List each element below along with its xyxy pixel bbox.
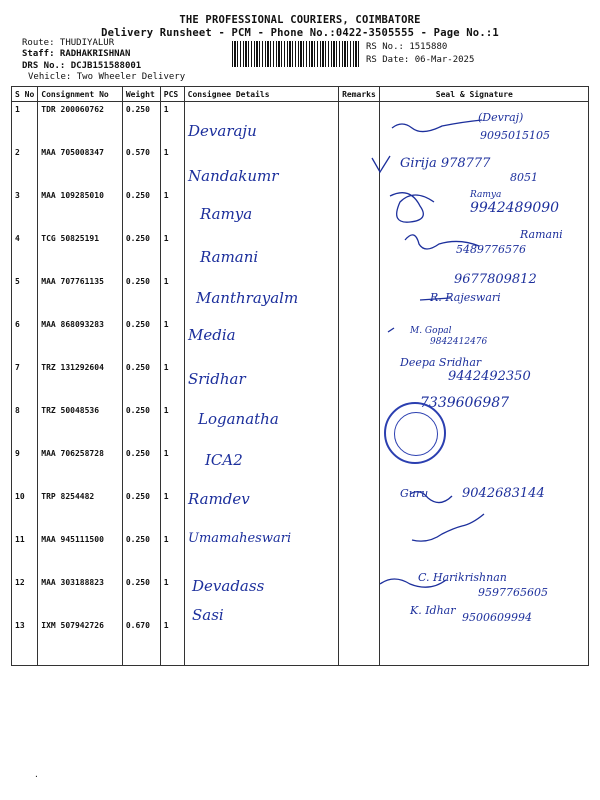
row-weight: 0.570 (122, 145, 160, 188)
runsheet-subtitle: Delivery Runsheet - PCM - Phone No.:0422-3505555 - Page No.:1 (101, 27, 499, 39)
row-consignment: MAA 705008347 (38, 145, 123, 188)
staff-label: Staff: RADHAKRISHNAN (22, 49, 131, 59)
signature: Guru (400, 487, 429, 500)
signature-phone: 9042683144 (462, 486, 545, 501)
row-consignment: TDR 200060762 (38, 102, 123, 146)
row-weight: 0.670 (122, 618, 160, 666)
courier-seal-stamp-icon (384, 402, 446, 464)
handwritten-consignee: Devaraju (188, 122, 257, 140)
company-title: THE PROFESSIONAL COURIERS, COIMBATORE (179, 14, 421, 26)
row-pcs: 1 (160, 274, 184, 317)
col-pcs: PCS (160, 87, 184, 102)
signature-stroke (390, 193, 434, 223)
row-sno: 3 (12, 188, 38, 231)
col-sno: S No (12, 87, 38, 102)
row-consignment: TRZ 50048536 (38, 403, 123, 446)
handwritten-consignee: Umamaheswari (188, 531, 292, 546)
row-sno: 5 (12, 274, 38, 317)
row-consignment: MAA 706258728 (38, 446, 123, 489)
row-weight: 0.250 (122, 532, 160, 575)
signature: C. Harikrishnan (418, 571, 507, 584)
col-weight: Weight (122, 87, 160, 102)
handwritten-consignee: Nandakumr (188, 167, 279, 185)
rs-number: RS No.: 1515880 (366, 42, 448, 52)
signature: Ramani (520, 228, 563, 241)
signature-phone: 5489776576 (456, 243, 526, 256)
row-consignment: TRP 8254482 (38, 489, 123, 532)
signature-phone: 9442492350 (448, 369, 531, 384)
signature: M. Gopal (410, 326, 452, 336)
row-consignment: MAA 109285010 (38, 188, 123, 231)
row-sno: 10 (12, 489, 38, 532)
row-sno: 6 (12, 317, 38, 360)
handwritten-consignee: Ramya (200, 205, 253, 223)
row-sno: 2 (12, 145, 38, 188)
handwritten-consignee: ICA2 (205, 451, 243, 469)
row-pcs: 1 (160, 360, 184, 403)
signature-phone: 7339606987 (420, 395, 510, 411)
row-weight: 0.250 (122, 188, 160, 231)
row-consignment: IXM 507942726 (38, 618, 123, 666)
row-weight: 0.250 (122, 403, 160, 446)
handwritten-consignee: Media (188, 326, 236, 344)
page-mark: · (34, 772, 39, 781)
row-weight: 0.250 (122, 575, 160, 618)
signature-stroke (405, 235, 479, 249)
signature-stroke (412, 514, 484, 541)
signature-phone: 9842412476 (430, 337, 488, 347)
signature: K. Idhar (410, 604, 456, 617)
row-sno: 12 (12, 575, 38, 618)
row-weight: 0.250 (122, 102, 160, 146)
row-pcs: 1 (160, 575, 184, 618)
signature-stroke (420, 298, 450, 300)
signature-stroke (372, 156, 390, 172)
row-weight: 0.250 (122, 274, 160, 317)
col-consignee: Consignee Details (184, 87, 338, 102)
row-consignment: MAA 945111500 (38, 532, 123, 575)
signature-phone: 9500609994 (462, 611, 532, 624)
row-consignment: MAA 868093283 (38, 317, 123, 360)
signature: Girija 978777 (400, 156, 491, 171)
row-sno: 9 (12, 446, 38, 489)
signature: (Devraj) (478, 111, 524, 124)
row-weight: 0.250 (122, 317, 160, 360)
drs-label: DRS No.: DCJB151588001 (22, 61, 142, 71)
handwritten-consignee: Ramani (200, 248, 259, 266)
row-pcs: 1 (160, 403, 184, 446)
rs-date: RS Date: 06-Mar-2025 (366, 55, 475, 65)
handwritten-consignee: Ramdev (188, 490, 250, 508)
row-weight: 0.250 (122, 360, 160, 403)
row-sno: 8 (12, 403, 38, 446)
row-weight: 0.250 (122, 489, 160, 532)
row-pcs: 1 (160, 532, 184, 575)
row-pcs: 1 (160, 489, 184, 532)
handwritten-consignee: Sasi (192, 606, 224, 624)
row-pcs: 1 (160, 145, 184, 188)
signature-phone: 9942489090 (470, 200, 560, 216)
row-sno: 11 (12, 532, 38, 575)
row-consignment: MAA 303188823 (38, 575, 123, 618)
signature-stroke (392, 120, 482, 132)
row-weight: 0.250 (122, 446, 160, 489)
handwritten-consignee: Devadass (192, 577, 265, 595)
row-pcs: 1 (160, 102, 184, 146)
col-signature: Seal & Signature (379, 87, 588, 102)
signature: Ramya (470, 190, 502, 200)
row-pcs: 1 (160, 231, 184, 274)
signature: Deepa Sridhar (400, 356, 482, 369)
row-sno: 7 (12, 360, 38, 403)
row-pcs: 1 (160, 317, 184, 360)
signature-phone: 9677809812 (454, 272, 537, 287)
row-consignment: TCG 50825191 (38, 231, 123, 274)
row-pcs: 1 (160, 446, 184, 489)
row-weight: 0.250 (122, 231, 160, 274)
col-consignment: Consignment No (38, 87, 123, 102)
signature: R. Rajeswari (430, 291, 501, 304)
row-consignment: MAA 707761135 (38, 274, 123, 317)
row-pcs: 1 (160, 618, 184, 666)
signature-stroke (380, 579, 446, 587)
vehicle-label: Vehicle: Two Wheeler Delivery (28, 72, 186, 82)
signature-phone: 8051 (510, 171, 538, 184)
row-sno: 4 (12, 231, 38, 274)
row-sno: 1 (12, 102, 38, 146)
handwritten-consignee: Manthrayalm (196, 289, 299, 307)
handwritten-consignee: Loganatha (198, 410, 279, 428)
signature-stroke (388, 328, 394, 332)
route-label: Route: THUDIYALUR (22, 38, 115, 48)
signature-phone: 9095015105 (480, 129, 550, 142)
signature-phone: 9597765605 (478, 586, 548, 599)
row-pcs: 1 (160, 188, 184, 231)
handwritten-consignee: Sridhar (188, 370, 246, 388)
row-sno: 13 (12, 618, 38, 666)
signature-stroke (410, 492, 452, 503)
row-consignment: TRZ 131292604 (38, 360, 123, 403)
col-remarks: Remarks (339, 87, 380, 102)
